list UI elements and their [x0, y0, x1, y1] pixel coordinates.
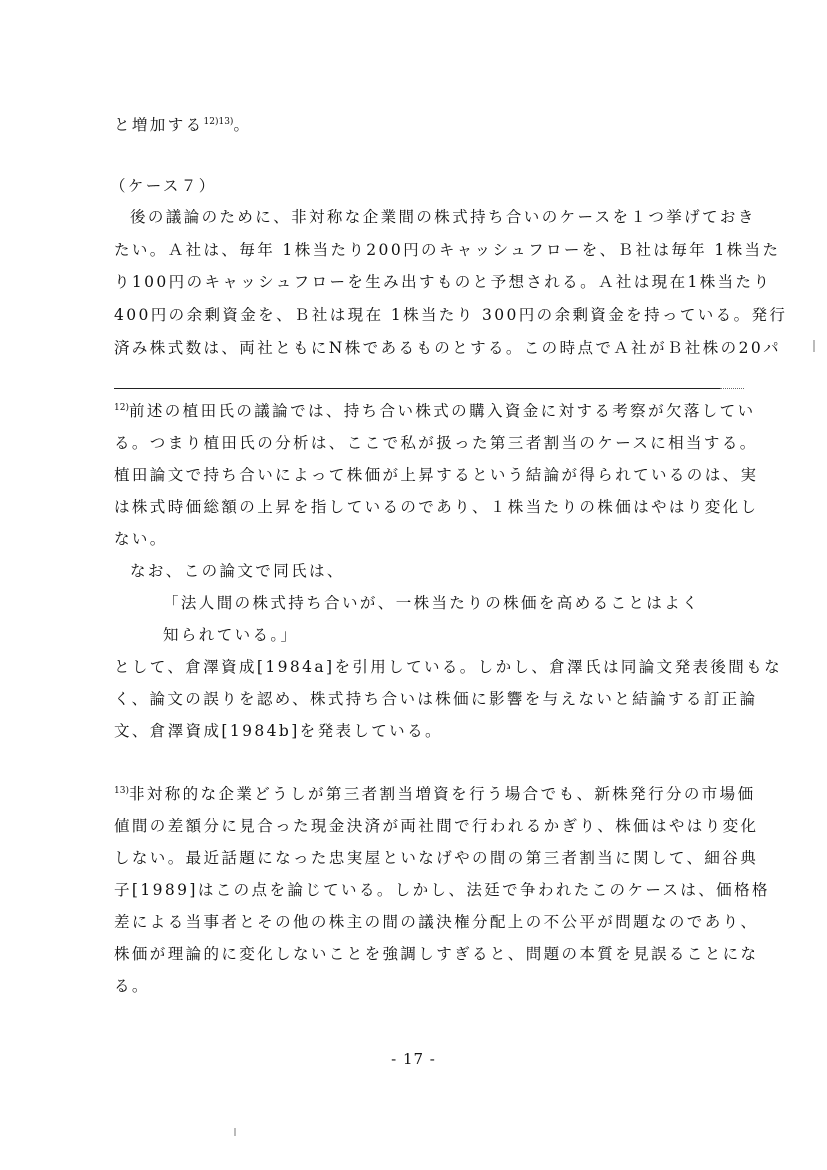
body-line: 済み株式数は、両社ともにN株であるものとする。この時点でＡ社がＢ社株の20パ	[114, 339, 781, 357]
footnote-12-line: は株式時価総額の上昇を指しているのであり、１株当たりの株価はやはり変化し	[114, 498, 759, 516]
footnote-12-line: 文、倉澤資成[1984b]を発表している。	[114, 722, 443, 740]
page-number: - 17 -	[391, 1050, 436, 1068]
footnote-reference: 12)13)	[203, 117, 234, 127]
footnote-12-line: なお、この論文で同氏は、	[130, 562, 345, 580]
body-line: り100円のキャッシュフローを生み出すものと予想される。Ａ社は現在1株当たり	[114, 273, 772, 291]
case-heading: （ケース７）	[110, 177, 217, 195]
footnote-12-mark: 12)	[114, 403, 129, 413]
footnote-12-line: く、論文の誤りを認め、株式持ち合いは株価に影響を与えないと結論する訂正論	[114, 690, 758, 708]
footnote-separator-tail	[720, 388, 744, 389]
footnote-13-line	[114, 784, 755, 807]
footnote-13-text: 非対称的な企業どうしが第三者割当増資を行う場合でも、新株発行分の市場価	[128, 785, 756, 803]
continuation-end: 。	[233, 116, 252, 134]
scan-speck	[813, 340, 815, 352]
footnote-12-line	[114, 401, 755, 424]
footnote-13-line: 子[1989]はこの点を論じている。しかし、法廷で争われたこのケースは、価格格	[114, 881, 770, 899]
footnote-13-line: 株価が理論的に変化しないことを強調しすぎると、問題の本質を見誤ることにな	[114, 945, 759, 963]
footnote-13-line: 差による当事者とその他の株主の間の議決権分配上の不公平が問題なのであり、	[114, 913, 759, 931]
footnote-13-line: しない。最近話題になった忠実屋といなげやの間の第三者割当に関して、細谷典	[114, 849, 759, 867]
footnote-13-mark: 13)	[114, 786, 129, 796]
continuation-line	[114, 112, 251, 135]
footnote-12-line: 植田論文で持ち合いによって株価が上昇するという結論が得られているのは、実	[114, 466, 759, 484]
footnote-12-quote: 「法人間の株式持ち合いが、一株当たりの株価を高めることはよく	[163, 594, 701, 612]
footnote-separator	[114, 388, 720, 389]
continuation-text: と増加する	[114, 116, 204, 134]
footnote-12-line: る。つまり植田氏の分析は、ここで私が扱った第三者割当のケースに相当する。	[114, 434, 758, 452]
body-line: 400円の余剰資金を、Ｂ社は現在 1株当たり 300円の余剰資金を持っている。発行	[114, 306, 788, 324]
body-line: たい。Ａ社は、毎年 1株当たり200円のキャッシュフローを、Ｂ社は毎年 1株当た	[114, 241, 781, 259]
footnote-12-line: として、倉澤資成[1984a]を引用している。しかし、倉澤氏は同論文発表後間もな	[114, 658, 782, 676]
scan-speck	[234, 1128, 236, 1136]
footnote-12-text: 前述の植田氏の議論では、持ち合い株式の購入資金に対する考察が欠落してい	[128, 402, 756, 420]
footnote-12-quote: 知られている。」	[163, 626, 299, 644]
footnote-13-line: 値間の差額分に見合った現金決済が両社間で行われるかぎり、株価はやはり変化	[114, 817, 759, 835]
body-line: 後の議論のために、非対称な企業間の株式持ち合いのケースを１つ挙げておき	[130, 208, 756, 226]
footnote-13-line: る。	[114, 977, 150, 995]
footnote-12-line: ない。	[114, 530, 168, 548]
